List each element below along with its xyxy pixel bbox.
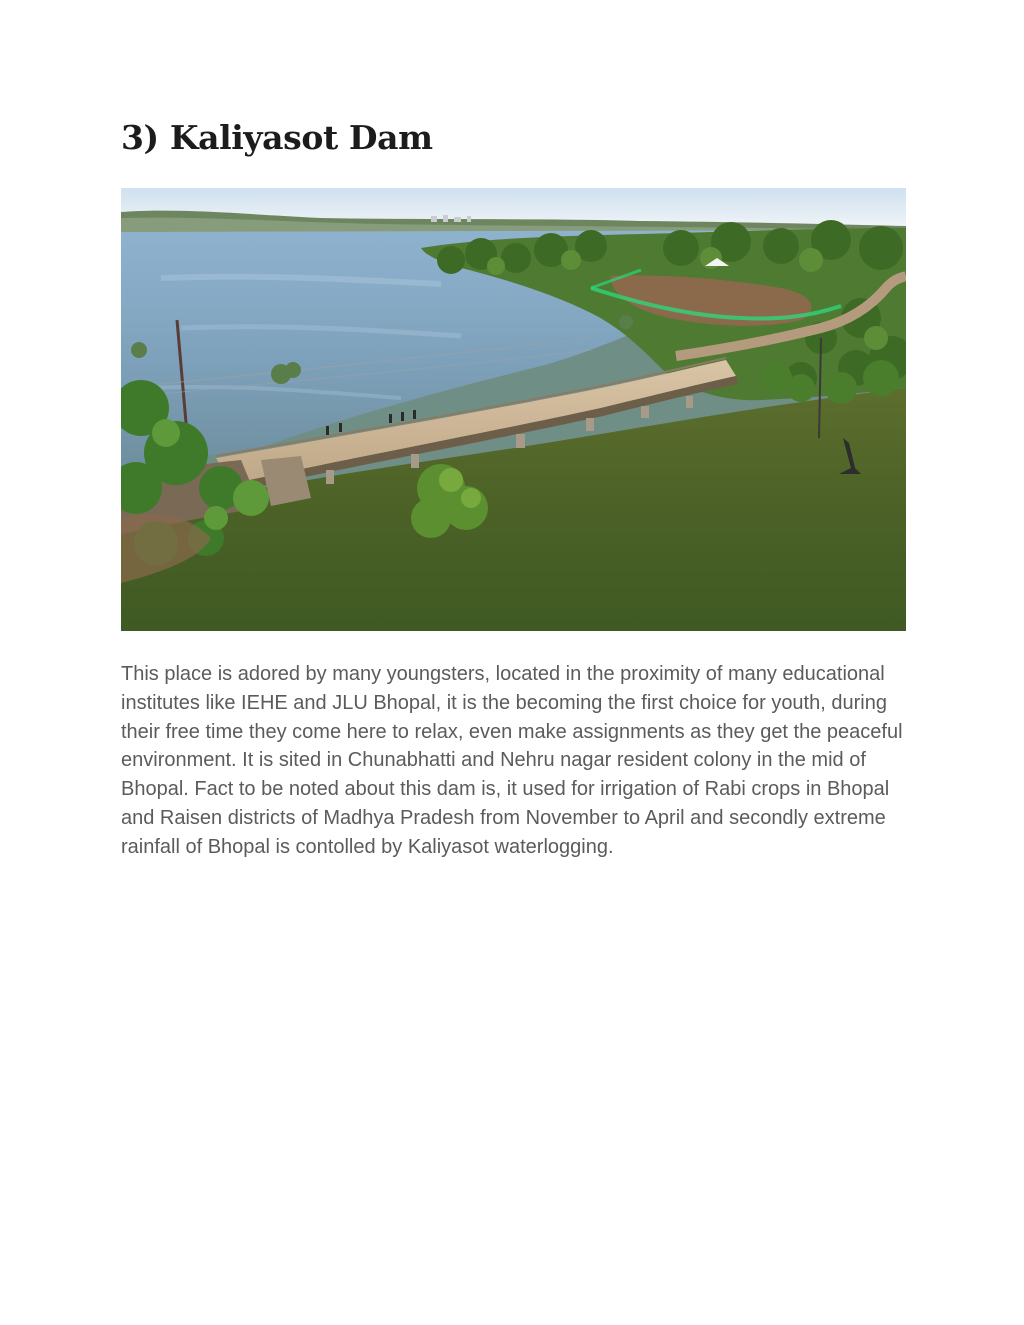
aerial-landscape-illustration [121, 188, 906, 631]
dam-photo [121, 188, 906, 631]
body-paragraph: This place is adored by many youngsters, located in the proximity of many educational institutes like IEHE and JLU Bhopal, it is the becoming the first choice for youth, during their free time they come here to relax, even make assignments as they get the peaceful environment. It is sited in Chunabhatti and Nehru nagar resident colony in the mid of Bhopal. Fact to be noted about this dam is, it used for irrigation of Rabi crops in Bhopal and Raisen districts of Madhya Pradesh from November to April and secondly extreme rainfall of Bhopal is contolled by Kaliyasot waterlogging. [121, 663, 903, 858]
section-heading: 3) Kaliyasot Dam [121, 118, 433, 157]
